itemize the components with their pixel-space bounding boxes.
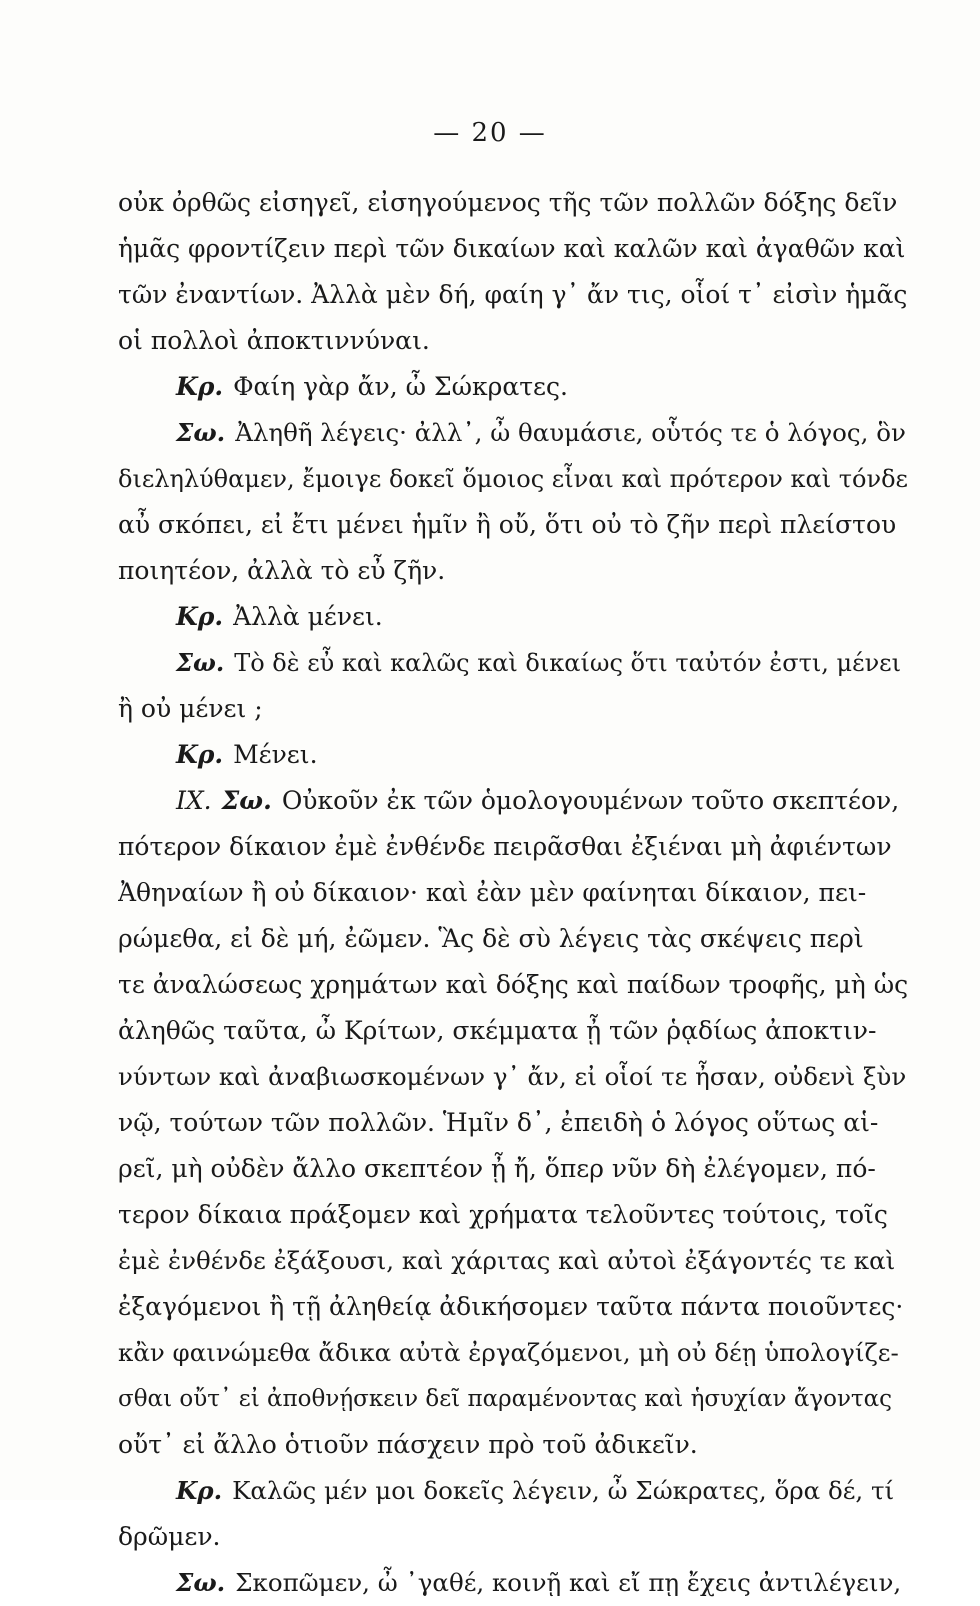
text-line [118, 1422, 908, 1468]
line-text: οὐκ ὀρθῶς εἰσηγεῖ, εἰσηγούμενος τῆς τῶν πολλῶν δόξης δεῖν [118, 188, 898, 217]
text-line [118, 1514, 908, 1560]
text-line [118, 548, 908, 594]
speaker-label: Κρ. [176, 372, 224, 401]
line-text: ρεῖ, μὴ οὐδὲν ἄλλο σκεπτέον ᾖ ἤ, ὅπερ νῦν δὴ ἐλέγομεν, πό- [118, 1154, 876, 1183]
text-line [118, 732, 908, 778]
text-line [118, 824, 908, 870]
text-line [118, 180, 908, 226]
text-line [118, 272, 908, 318]
speaker-label: Σω. [176, 648, 225, 677]
text-line [118, 364, 908, 410]
text-line [118, 1054, 908, 1100]
text-line [118, 870, 908, 916]
line-text: τερον δίκαια πράξομεν καὶ χρήματα τελοῦντες τούτοις, τοῖς [118, 1200, 888, 1229]
line-text: Ἀλλὰ μένει. [233, 602, 383, 631]
line-text: ἡμᾶς φροντίζειν περὶ τῶν δικαίων καὶ καλῶν καὶ ἀγαθῶν καὶ [118, 234, 906, 263]
text-line [118, 640, 908, 686]
line-text: σθαι οὔτ᾽ εἰ ἀποθνῄσκειν δεῖ παραμένοντας καὶ ἡσυχίαν ἄγοντας [118, 1386, 893, 1412]
text-line [118, 1330, 908, 1376]
page-number: — 20 — [433, 118, 547, 148]
text-line [118, 686, 908, 732]
line-text: Φαίη γὰρ ἄν, ὦ Σώκρατες. [233, 372, 568, 401]
text-line [118, 318, 908, 364]
line-text: τῶν ἐναντίων. Ἀλλὰ μὲν δή, φαίη γ᾽ ἄν τις, οἷοί τ᾽ εἰσὶν ἡμᾶς [118, 280, 908, 309]
text-line [118, 1560, 908, 1606]
line-text: ἐξαγόμενοι ἢ τῇ ἀληθείᾳ ἀδικήσομεν ταῦτα πάντα ποιοῦντες· [118, 1292, 904, 1321]
text-line [118, 1376, 908, 1422]
line-text: οἱ πολλοὶ ἀποκτιννύναι. [118, 326, 430, 355]
speaker-label: Σω. [176, 1568, 226, 1597]
line-text: ἐμὲ ἐνθένδε ἐξάξουσι, καὶ χάριτας καὶ αὐτοὶ ἐξάγοντές τε καὶ [118, 1246, 896, 1275]
text-line [118, 778, 908, 824]
line-text: Ἀθηναίων ἢ οὐ δίκαιον· καὶ ἐὰν μὲν φαίνηται δίκαιον, πει- [118, 878, 867, 907]
text-line [118, 410, 908, 456]
line-text: νῷ, τούτων τῶν πολλῶν. Ἡμῖν δ᾽, ἐπειδὴ ὁ λόγος οὕτως αἱ- [118, 1108, 879, 1137]
speaker-label: Κρ. [176, 1476, 223, 1505]
line-text: αὖ σκόπει, εἰ ἔτι μένει ἡμῖν ἢ οὔ, ὅτι οὐ τὸ ζῆν περὶ πλείστου [118, 510, 897, 539]
text-line [118, 1238, 908, 1284]
text-line [118, 1008, 908, 1054]
speaker-label: Σω. [221, 786, 272, 815]
text-line [118, 594, 908, 640]
line-text: νύντων καὶ ἀναβιωσκομένων γ᾽ ἄν, εἰ οἷοί τε ἦσαν, οὐδενὶ ξὺν [118, 1062, 907, 1091]
text-line [118, 1284, 908, 1330]
line-text: ἀληθῶς ταῦτα, ὦ Κρίτων, σκέμματα ᾖ τῶν ῥᾳδίως ἀποκτιν- [118, 1016, 877, 1045]
line-text: Σκοπῶμεν, ὦ ᾽γαθέ, κοινῇ καὶ εἴ πῃ ἔχεις ἀντιλέγειν, [235, 1568, 902, 1597]
line-text: ἢ οὐ μένει ; [118, 694, 263, 723]
line-text: διεληλύθαμεν, ἔμοιγε δοκεῖ ὅμοιος εἶναι καὶ πρότερον καὶ τόνδε [118, 465, 908, 493]
speaker-label: Σω. [176, 418, 226, 447]
section-number: IX. [176, 786, 212, 815]
line-text: δρῶμεν. [118, 1522, 221, 1551]
text-line [118, 1100, 908, 1146]
line-text: οὔτ᾽ εἰ ἄλλο ὁτιοῦν πάσχειν πρὸ τοῦ ἀδικεῖν. [118, 1430, 698, 1459]
line-text: Τὸ δὲ εὖ καὶ καλῶς καὶ δικαίως ὅτι ταὐτόν ἐστι, μένει [234, 649, 902, 677]
text-line [118, 226, 908, 272]
text-block [118, 180, 908, 1606]
text-line [118, 1468, 908, 1514]
line-text: ποιητέον, ἀλλὰ τὸ εὖ ζῆν. [118, 556, 446, 585]
text-line [118, 502, 908, 548]
text-line [118, 962, 908, 1008]
line-text: Ἀληθῆ λέγεις· ἀλλ᾽, ὦ θαυμάσιε, οὗτός τε ὁ λόγος, ὃν [235, 418, 906, 447]
text-line [118, 1192, 908, 1238]
text-line [118, 916, 908, 962]
line-text: κἂν φαινώμεθα ἄδικα αὐτὰ ἐργαζόμενοι, μὴ οὐ δέῃ ὑπολογίζε- [118, 1338, 899, 1367]
text-line [118, 1146, 908, 1192]
speaker-label: Κρ. [176, 602, 224, 631]
text-line [118, 456, 908, 502]
line-text: ρώμεθα, εἰ δὲ μή, ἐῶμεν. Ἃς δὲ σὺ λέγεις τὰς σκέψεις περὶ [118, 924, 864, 953]
line-text: Μένει. [233, 740, 318, 769]
line-text: τε ἀναλώσεως χρημάτων καὶ δόξης καὶ παίδων τροφῆς, μὴ ὡς [118, 970, 908, 999]
line-text: πότερον δίκαιον ἐμὲ ἐνθένδε πειρᾶσθαι ἐξιέναι μὴ ἀφιέντων [118, 832, 892, 861]
speaker-label: Κρ. [176, 740, 224, 769]
line-text: Καλῶς μέν μοι δοκεῖς λέγειν, ὦ Σώκρατες, ὅρα δέ, τί [232, 1476, 895, 1505]
line-text: Οὐκοῦν ἐκ τῶν ὁμολογουμένων τοῦτο σκεπτέον, [281, 786, 900, 815]
